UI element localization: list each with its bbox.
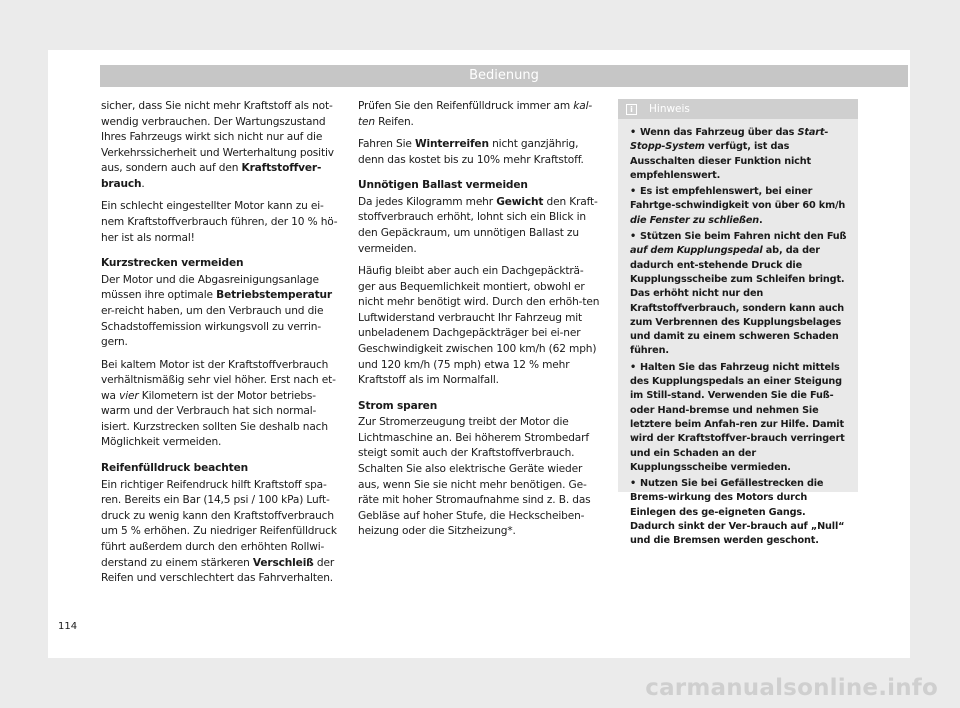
- subheading: Reifenfülldruck beachten: [101, 462, 249, 475]
- subheading: Strom sparen: [358, 399, 438, 412]
- section-header: Bedienung: [100, 65, 908, 87]
- note-box: [618, 99, 858, 547]
- note-item: • Stützen Sie beim Fahren nicht den Fuß auf dem Kupplungspedal ab, da der dadurch ent-stehende Druck die Kupplungsscheibe zum Schleifen bringt. Das erhöht nicht nur den Kraftstoffverbrauch, sondern kann auch zum Verbrennen des Kupplungsbelages und damit zu einem schweren Schaden führen.: [630, 231, 847, 357]
- note-item: • Nutzen Sie bei Gefällestrecken die Brems-wirkung des Motors durch Einlegen des ge-eigneten Gangs. Dadurch sinkt der Ver-brauch auf „Null“ und die Bremsen werden geschont.: [630, 478, 845, 547]
- subheading: Kurzstrecken vermeiden: [101, 257, 244, 270]
- paragraph: Bei kaltem Motor ist der Kraftstoffverbrauch verhältnismäßig sehr viel höher. Erst nach et-wa vier Kilometern ist der Motor betriebs-warm und der Verbrauch hat sich normal-isiert. Kurzstrecken sollten Sie deshalb nach Möglichkeit vermeiden.: [101, 358, 336, 449]
- paragraph: Häufig bleibt aber auch ein Dachgepäckträ-ger aus Bequemlichkeit montiert, obwohl er nicht mehr benötigt wird. Durch den erhöh-ten Luftwiderstand verbraucht Ihr Fahrzeug mit unbeladenem Dachgepäckträger bei ei-ner Geschwindigkeit zwischen 100 km/h (62 mph) und 120 km/h (75 mph) etwa 12 % mehr Kraftstoff als im Normalfall.: [358, 264, 600, 387]
- watermark-logo: carmanualsonline.info: [645, 675, 938, 701]
- note-item: • Es ist empfehlenswert, bei einer Fahrtge-schwindigkeit von über 60 km/h die Fenster zu schließen.: [630, 186, 846, 226]
- note-item: • Halten Sie das Fahrzeug nicht mittels des Kupplungspedals an einer Steigung im Still-stand. Verwenden Sie die Fuß- oder Hand-bremse und nehmen Sie letztere beim Anfah-ren zur Hilfe. Damit wird der Kraftstoffver-brauch verringert und ein Schaden an der Kupplungsscheibe vermieden.: [630, 361, 845, 473]
- paragraph: Ein schlecht eingestellter Motor kann zu ei-nem Kraftstoffverbrauch führen, der 10 % hö-her ist als normal!: [101, 200, 338, 244]
- paragraph: Zur Stromerzeugung treibt der Motor die Lichtmaschine an. Bei höherem Strombedarf steigt somit auch der Kraftstoffverbrauch. Schalten Sie also elektrische Geräte wieder aus, wenn Sie sie nicht mehr benötigen. Ge-räte mit hoher Stromaufnahme sind z. B. das Gebläse auf hoher Stufe, die Heckscheiben-heizung oder die Sitzheizung*.: [358, 416, 591, 538]
- manual-page: [48, 50, 910, 658]
- note-title: Hinweis: [649, 103, 690, 115]
- info-icon: i: [626, 104, 637, 115]
- note-header: [618, 99, 858, 119]
- paragraph: Fahren Sie Winterreifen nicht ganzjährig, denn das kostet bis zu 10% mehr Kraftstoff.: [358, 137, 584, 166]
- note-item: • Wenn das Fahrzeug über das Start-Stopp-System verfügt, ist das Ausschalten dieser Funktion nicht empfehlenswert.: [630, 127, 829, 181]
- subheading: Unnötigen Ballast vermeiden: [358, 179, 528, 192]
- paragraph: sicher, dass Sie nicht mehr Kraftstoff als not-wendig verbrauchen. Der Wartungszustand Ihres Fahrzeugs wirkt sich nicht nur auf die Verkehrssicherheit und Werterhaltung positiv aus, sondern auch auf den Kraftstoffver-brauch.: [101, 100, 334, 190]
- paragraph: Der Motor und die Abgasreinigungsanlage müssen ihre optimale Betriebstemperatur er-reicht haben, um den Verbrauch und die Schadstoffemission wirkungsvoll zu verrin-gern.: [101, 273, 332, 349]
- note-list: [618, 119, 858, 549]
- paragraph: Prüfen Sie den Reifenfülldruck immer am kal-ten Reifen.: [358, 100, 593, 128]
- paragraph: Da jedes Kilogramm mehr Gewicht den Kraft-stoffverbrauch erhöht, lohnt sich ein Blick in den Gepäckraum, um unnötigen Ballast zu vermeiden.: [358, 195, 598, 255]
- paragraph: Ein richtiger Reifendruck hilft Kraftstoff spa-ren. Bereits ein Bar (14,5 psi / 100 kPa) Luft-druck zu wenig kann den Kraftstoffverbrauch um 5 % erhöhen. Zu niedriger Reifenfülldruck führt außerdem durch den erhöhten Rollwi-derstand zu einem stärkeren Verschleiß der Reifen und verschlechtert das Fahrverhalten.: [101, 478, 337, 585]
- text-column-left: [101, 99, 343, 594]
- text-column-middle: [358, 99, 600, 547]
- page-number: 114: [58, 621, 78, 632]
